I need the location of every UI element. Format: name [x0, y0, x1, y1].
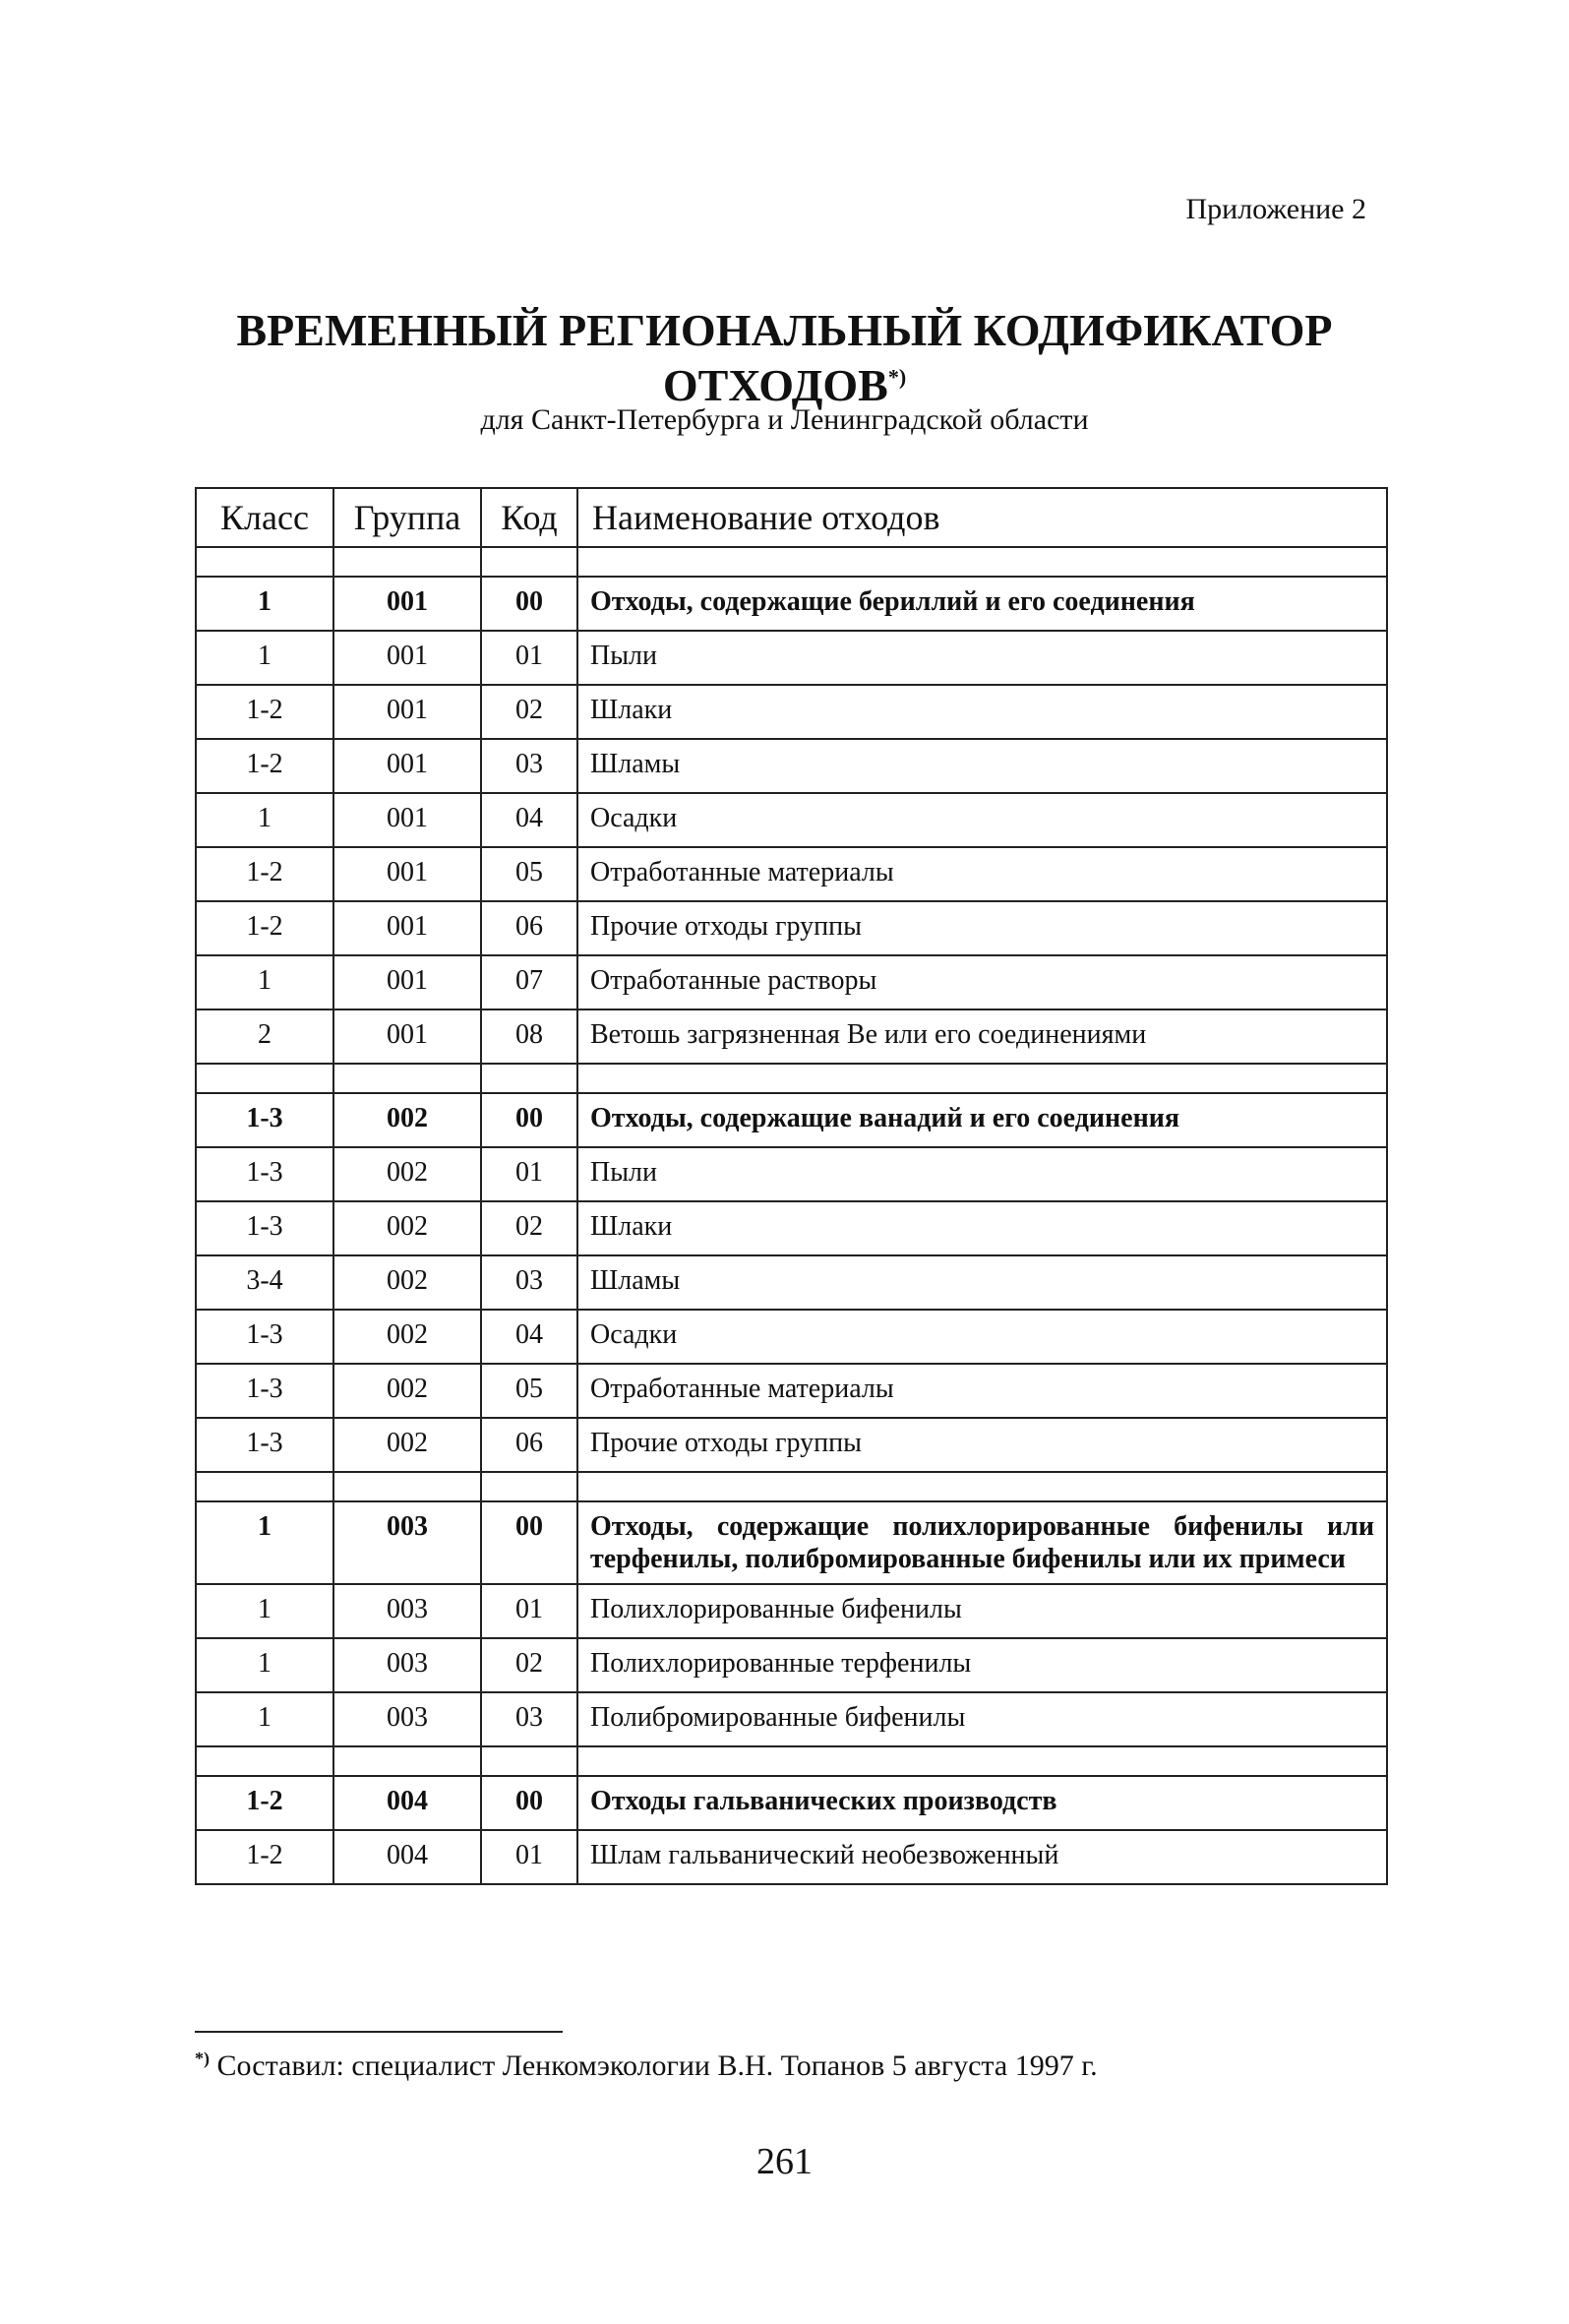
cell-code: 03	[481, 739, 577, 793]
cell-code: 06	[481, 901, 577, 955]
footnote-text: Составил: специалист Ленкомэкологии В.Н. Топанов 5 августа 1997 г.	[216, 2049, 1098, 2082]
column-header-code: Код	[481, 488, 577, 547]
group-header-row	[196, 1776, 1387, 1830]
table-row	[196, 1310, 1387, 1364]
table-body	[196, 547, 1387, 1884]
footnote	[195, 2049, 1098, 2083]
cell-code: 03	[481, 1255, 577, 1310]
cell-group: 001	[333, 685, 481, 739]
cell-class: 1	[196, 1692, 333, 1746]
subtitle: для Санкт-Петербурга и Ленинградской области	[480, 403, 1089, 436]
table-row	[196, 739, 1387, 793]
cell-name	[577, 1472, 1387, 1501]
cell-class: 1-2	[196, 847, 333, 901]
cell-group: 003	[333, 1692, 481, 1746]
title-line-1: ВРЕМЕННЫЙ РЕГИОНАЛЬНЫЙ КОДИФИКАТОР	[236, 305, 1333, 355]
cell-code: 01	[481, 631, 577, 685]
table-row	[196, 793, 1387, 847]
cell-class: 1-3	[196, 1201, 333, 1255]
cell-name	[577, 547, 1387, 577]
cell-group	[333, 1746, 481, 1776]
footnote-divider	[195, 2031, 563, 2033]
cell-group: 002	[333, 1364, 481, 1418]
cell-code: 05	[481, 847, 577, 901]
cell-group: 001	[333, 955, 481, 1009]
cell-code: 00	[481, 1776, 577, 1830]
cell-code: 04	[481, 1310, 577, 1364]
appendix-label: Приложение 2	[1185, 193, 1366, 225]
cell-name: Отработанные материалы	[577, 1364, 1387, 1418]
cell-name: Шлаки	[577, 1201, 1387, 1255]
cell-code: 07	[481, 955, 577, 1009]
cell-name: Ветошь загрязненная Be или его соединениями	[577, 1009, 1387, 1064]
table-row	[196, 1692, 1387, 1746]
footnote-marker: *)	[195, 2049, 210, 2068]
cell-class: 1-3	[196, 1310, 333, 1364]
table-row	[196, 631, 1387, 685]
table-row	[196, 1255, 1387, 1310]
cell-class: 1-2	[196, 685, 333, 739]
cell-name: Осадки	[577, 793, 1387, 847]
cell-code: 02	[481, 1638, 577, 1692]
table-row	[196, 1364, 1387, 1418]
table-row	[196, 1638, 1387, 1692]
cell-code: 04	[481, 793, 577, 847]
table-row	[196, 1830, 1387, 1884]
cell-name: Отработанные растворы	[577, 955, 1387, 1009]
cell-group: 001	[333, 793, 481, 847]
cell-name: Отходы, содержащие полихлорированные бифенилы или терфенилы, полибромированные бифенилы или их примеси	[577, 1501, 1387, 1584]
cell-name: Пыли	[577, 631, 1387, 685]
table-row	[196, 1147, 1387, 1201]
cell-group	[333, 1064, 481, 1093]
cell-class	[196, 1064, 333, 1093]
spacer-row	[196, 1064, 1387, 1093]
cell-group: 002	[333, 1201, 481, 1255]
column-header-group: Группа	[333, 488, 481, 547]
group-header-row	[196, 1093, 1387, 1147]
cell-code	[481, 1472, 577, 1501]
cell-class	[196, 547, 333, 577]
cell-class: 1-3	[196, 1093, 333, 1147]
table-row	[196, 1009, 1387, 1064]
cell-group: 004	[333, 1830, 481, 1884]
cell-class: 1	[196, 793, 333, 847]
waste-code-table	[195, 487, 1388, 1885]
cell-code: 00	[481, 1501, 577, 1584]
cell-group: 002	[333, 1255, 481, 1310]
cell-name: Прочие отходы группы	[577, 1418, 1387, 1472]
cell-group: 002	[333, 1418, 481, 1472]
table-row	[196, 1584, 1387, 1638]
cell-group: 004	[333, 1776, 481, 1830]
cell-code: 01	[481, 1830, 577, 1884]
cell-class: 2	[196, 1009, 333, 1064]
cell-class: 1	[196, 1638, 333, 1692]
cell-name: Прочие отходы группы	[577, 901, 1387, 955]
cell-code: 02	[481, 685, 577, 739]
cell-code: 05	[481, 1364, 577, 1418]
cell-name: Отработанные материалы	[577, 847, 1387, 901]
cell-name: Осадки	[577, 1310, 1387, 1364]
spacer-row	[196, 1746, 1387, 1776]
cell-code: 02	[481, 1201, 577, 1255]
cell-class: 1-2	[196, 1830, 333, 1884]
table-row	[196, 847, 1387, 901]
table-row	[196, 685, 1387, 739]
cell-group: 001	[333, 631, 481, 685]
cell-group	[333, 547, 481, 577]
cell-class: 3-4	[196, 1255, 333, 1310]
spacer-row	[196, 547, 1387, 577]
cell-class: 1	[196, 1584, 333, 1638]
cell-class: 1-2	[196, 1776, 333, 1830]
cell-group: 003	[333, 1638, 481, 1692]
table-header-row	[196, 488, 1387, 547]
cell-code: 00	[481, 1093, 577, 1147]
table-row	[196, 1201, 1387, 1255]
cell-name: Отходы, содержащие бериллий и его соединения	[577, 577, 1387, 631]
cell-group: 002	[333, 1093, 481, 1147]
cell-code	[481, 1746, 577, 1776]
cell-code	[481, 1064, 577, 1093]
cell-group: 001	[333, 901, 481, 955]
cell-class: 1	[196, 955, 333, 1009]
cell-class: 1-3	[196, 1147, 333, 1201]
cell-class	[196, 1746, 333, 1776]
table-row	[196, 1418, 1387, 1472]
cell-name	[577, 1064, 1387, 1093]
cell-name: Отходы, содержащие ванадий и его соединения	[577, 1093, 1387, 1147]
cell-class: 1-3	[196, 1418, 333, 1472]
cell-code: 03	[481, 1692, 577, 1746]
column-header-name: Наименование отходов	[577, 488, 1387, 547]
cell-class: 1	[196, 631, 333, 685]
title-line-2-text: ОТХОДОВ	[662, 360, 888, 410]
cell-group: 002	[333, 1147, 481, 1201]
cell-name: Шламы	[577, 1255, 1387, 1310]
cell-group	[333, 1472, 481, 1501]
cell-name: Пыли	[577, 1147, 1387, 1201]
cell-group: 001	[333, 847, 481, 901]
cell-class: 1-2	[196, 901, 333, 955]
cell-name: Полихлорированные бифенилы	[577, 1584, 1387, 1638]
title-footnote-marker: *)	[887, 364, 907, 390]
cell-class: 1-3	[196, 1364, 333, 1418]
cell-name: Шламы	[577, 739, 1387, 793]
cell-group: 001	[333, 1009, 481, 1064]
group-header-row	[196, 1501, 1387, 1584]
cell-name: Отходы гальванических производств	[577, 1776, 1387, 1830]
table-row	[196, 955, 1387, 1009]
group-header-row	[196, 577, 1387, 631]
cell-name	[577, 1746, 1387, 1776]
cell-class: 1	[196, 1501, 333, 1584]
cell-group: 003	[333, 1501, 481, 1584]
cell-name: Полибромированные бифенилы	[577, 1692, 1387, 1746]
cell-name: Шлам гальванический необезвоженный	[577, 1830, 1387, 1884]
cell-group: 002	[333, 1310, 481, 1364]
cell-group: 003	[333, 1584, 481, 1638]
cell-group: 001	[333, 577, 481, 631]
cell-code: 01	[481, 1584, 577, 1638]
cell-name: Полихлорированные терфенилы	[577, 1638, 1387, 1692]
spacer-row	[196, 1472, 1387, 1501]
cell-code: 08	[481, 1009, 577, 1064]
cell-code: 00	[481, 577, 577, 631]
page-number: 261	[756, 2141, 813, 2182]
cell-class	[196, 1472, 333, 1501]
page-title	[0, 303, 1569, 413]
cell-class: 1-2	[196, 739, 333, 793]
cell-code: 06	[481, 1418, 577, 1472]
cell-code	[481, 547, 577, 577]
cell-name: Шлаки	[577, 685, 1387, 739]
cell-code: 01	[481, 1147, 577, 1201]
cell-group: 001	[333, 739, 481, 793]
table-row	[196, 901, 1387, 955]
cell-class: 1	[196, 577, 333, 631]
column-header-class: Класс	[196, 488, 333, 547]
